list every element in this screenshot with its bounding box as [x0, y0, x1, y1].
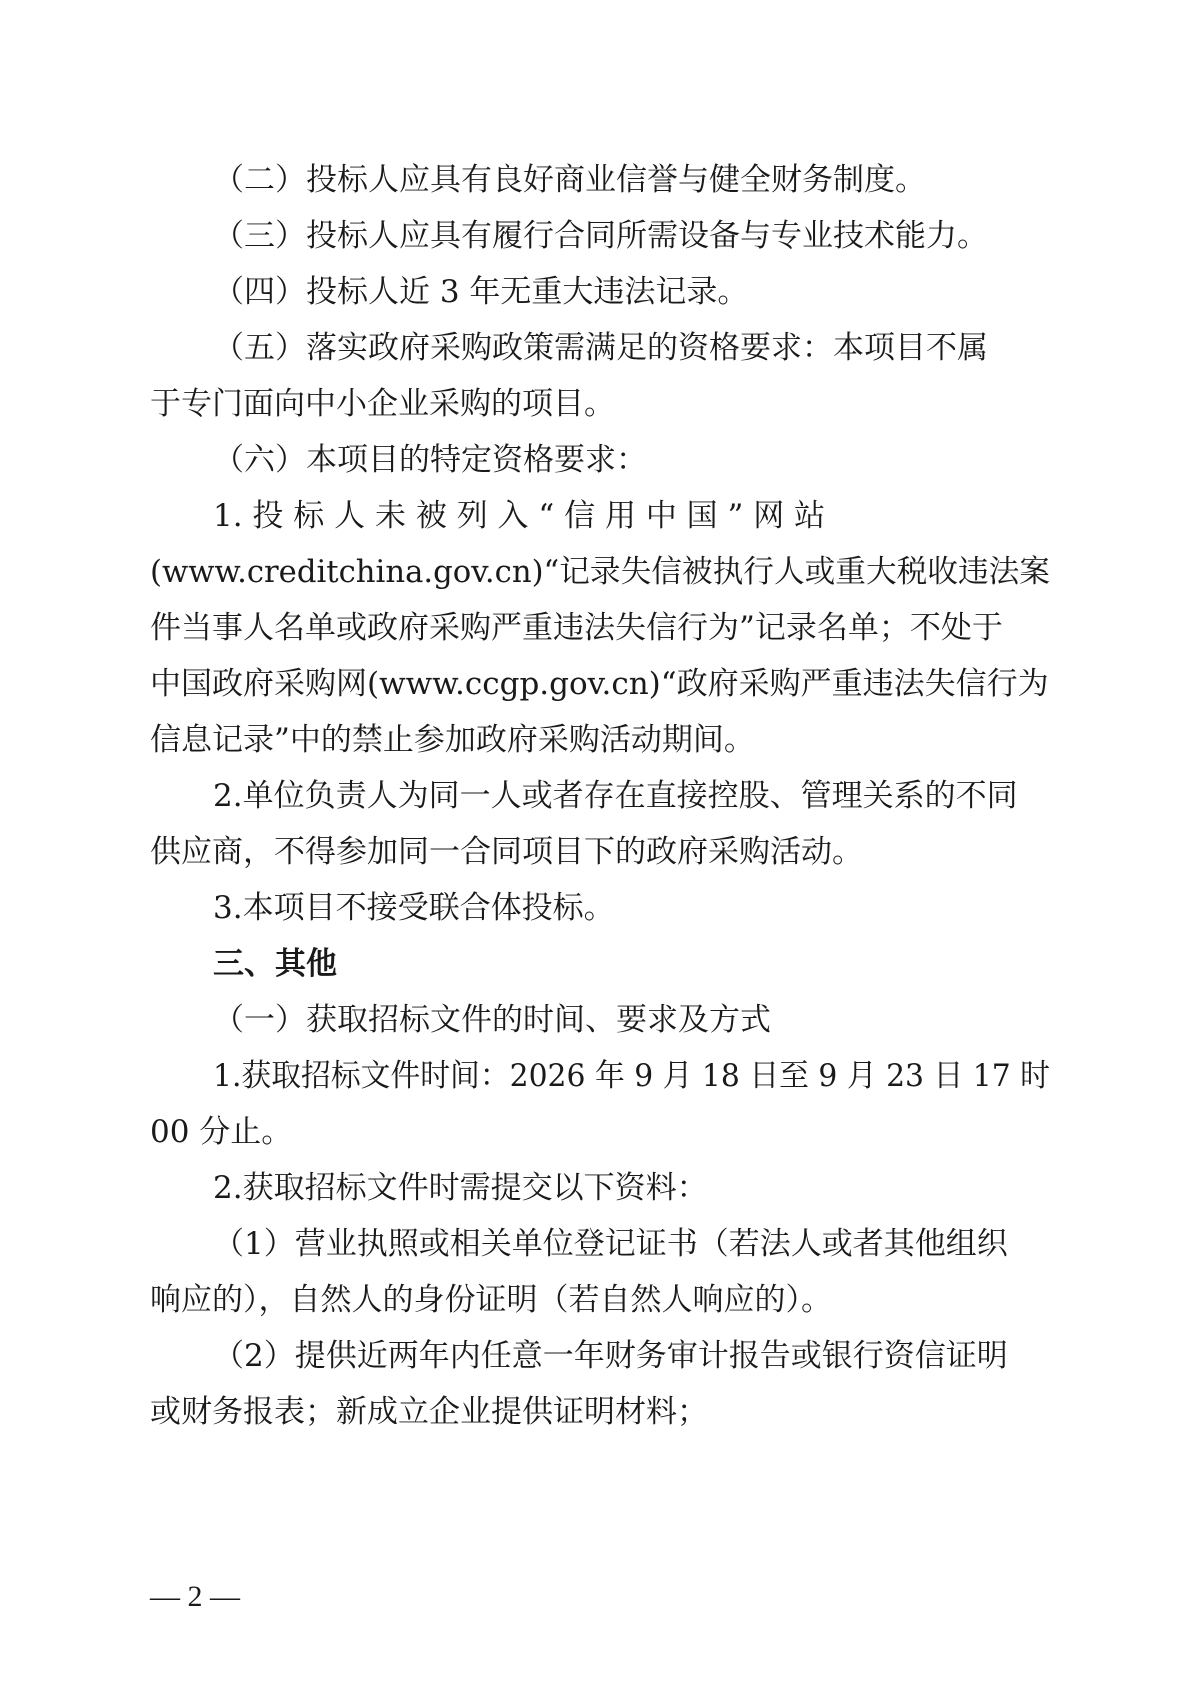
line-text: 1.获取招标文件时间：2026 年 9 月 18 日至 9 月 23 日 17 时 — [213, 1058, 1050, 1094]
paragraph-line — [0, 1046, 1200, 1106]
paragraph-line — [0, 990, 1200, 1050]
paragraph-line — [0, 262, 1200, 322]
paragraph-line — [0, 542, 1200, 602]
section-heading — [0, 934, 1200, 994]
paragraph-line — [0, 710, 1200, 770]
line-text: 2.单位负责人为同一人或者存在直接控股、管理关系的不同 — [213, 778, 1018, 814]
paragraph-line — [0, 318, 1200, 378]
paragraph-line — [0, 822, 1200, 882]
paragraph-line — [0, 598, 1200, 658]
line-text: 件当事人名单或政府采购严重违法失信行为”记录名单；不处于 — [150, 610, 1003, 646]
line-text: 2.获取招标文件时需提交以下资料： — [213, 1170, 708, 1206]
line-text: （一）获取招标文件的时间、要求及方式 — [213, 1002, 771, 1038]
paragraph-line — [0, 430, 1200, 490]
line-text: 中国政府采购网(www.ccgp.gov.cn)“政府采购严重违法失信行为 — [150, 666, 1049, 702]
heading-text: 三、其他 — [213, 946, 337, 982]
paragraph-line — [0, 1270, 1200, 1330]
page-number: — 2 — — [150, 1580, 240, 1613]
line-text: 或财务报表；新成立企业提供证明材料； — [150, 1394, 708, 1430]
line-text: （二）投标人应具有良好商业信誉与健全财务制度。 — [213, 162, 926, 198]
paragraph-line — [0, 766, 1200, 826]
paragraph-line — [0, 1214, 1200, 1274]
line-text: （五）落实政府采购政策需满足的资格要求：本项目不属 — [213, 330, 988, 366]
paragraph-line — [0, 374, 1200, 434]
paragraph-line — [0, 1326, 1200, 1386]
line-text: （四）投标人近 3 年无重大违法记录。 — [213, 274, 749, 310]
line-text: (www.creditchina.gov.cn)“记录失信被执行人或重大税收违法案 — [150, 554, 1050, 590]
line-text: （六）本项目的特定资格要求： — [213, 442, 647, 478]
line-text: 1. 投 标 人 未 被 列 入 “ 信 用 中 国 ” 网 站 — [213, 498, 826, 534]
paragraph-line — [0, 1158, 1200, 1218]
line-text: （1）营业执照或相关单位登记证书（若法人或者其他组织 — [213, 1226, 1008, 1262]
line-text: （2）提供近两年内任意一年财务审计报告或银行资信证明 — [213, 1338, 1008, 1374]
paragraph-line — [0, 150, 1200, 210]
line-text: 供应商，不得参加同一合同项目下的政府采购活动。 — [150, 834, 863, 870]
line-text: （三）投标人应具有履行合同所需设备与专业技术能力。 — [213, 218, 988, 254]
line-text: 信息记录”中的禁止参加政府采购活动期间。 — [150, 722, 755, 758]
paragraph-line — [0, 1382, 1200, 1442]
paragraph-line — [0, 486, 1200, 546]
paragraph-line — [0, 654, 1200, 714]
paragraph-line — [0, 1102, 1200, 1162]
line-text: 3.本项目不接受联合体投标。 — [213, 890, 615, 926]
line-text: 00 分止。 — [150, 1114, 293, 1150]
paragraph-line — [0, 206, 1200, 266]
line-text: 于专门面向中小企业采购的项目。 — [150, 386, 615, 422]
line-text: 响应的），自然人的身份证明（若自然人响应的）。 — [150, 1282, 832, 1318]
paragraph-line — [0, 878, 1200, 938]
